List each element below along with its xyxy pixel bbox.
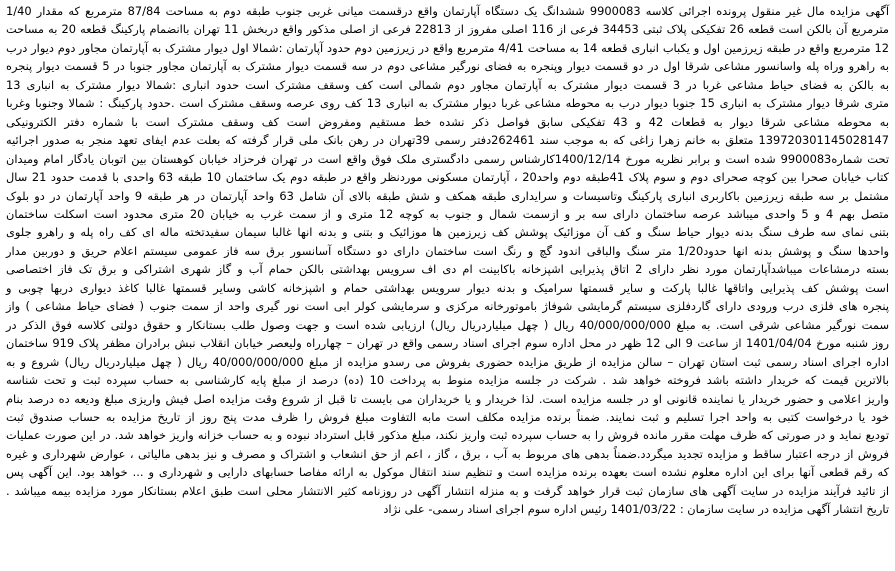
notice-line: تحت شماره9900083 شده است و برابر نظریه مورخ 1400/12/14کارشناس رسمی دادگستری ملک فوق واقع است در تهران فرحزاد خیابان کوهستان بین اتوبان یادگار امام ومیدان [6,151,889,166]
notice-line: از تائید فرآیند مزایده در سایت آگهی های سازمان ثبت قرار خواهد گرفت و به منزله انتشار آگهی در روزنامه کثیر الانتشار محلی است طبق اعلام بستانکار مورد مزایده بیمه میباشد . [6,483,889,498]
notice-line-footer: تاریخ انتشار آگهی مزایده در سایت سازمان : 1401/03/22 رئیس اداره سوم اجرای اسناد رسمی- علی نژاد [383,502,889,517]
notice-line: است پوشش کف پذیرایی واتاقها غالبا پارکت و سایر قسمتها سرامیک و بدنه دیوار سرویس بهداشتی حمام و اشپزخانه کاشی وسایر قسمتها غالبا کاغذ دیواری دربها چوبی و [6,280,889,295]
notice-line: فروش از درجه اعتبار ساقط و مزایده تجدید میگردد.ضمناً بدهی های مربوط به آب ، برق ، گاز ، اعم از حق انشعاب و اشتراک و مصرف و نیز بدهی مالیاتی ، عوارض شهرداری و غیره [6,446,889,461]
notice-line: متصل بهم 4 و 5 واحدی میباشد عرصه ساختمان دارای سه بر و ازسمت شمال و جنوب به کوچه 12 متری و از سمت غرب به خیابان 20 متری محدود است اسکلت ساختمان [6,206,889,221]
notice-line: متری شرقا دیوار مشترک به انباری 15 جنوبا دیوار درب به محوطه مشاعی غربا دیوار مشترک به انباری 13 کف روی عرصه وسقف مشترک است .حدود پارکینگ : شمالا وجنوبا وغربا [6,96,889,111]
notice-line: به محوطه مشاعی شرقا دیوار به قطعات 42 و 43 تفکیکی سابق فواصل ذکر نشده خط مستقیم ومفروض است کف وسقف مشترک است با شماره دفتر الکترونیکی [6,114,889,129]
notice-line: که رقم قطعی آنها برای این اداره معلوم نشده است بعهده برنده مزایده است و تنظیم سند انتقال موکول به ارائه مفاصا حسابهای دارایی و شهرداری و ... خواهد بود. این آگهی پس [6,465,889,480]
notice-line: به راهرو وراه پله واسانسور مشاعی شرقا اول در دو قسمت دیوار وپنجره به فضای نورگیر مشاعی دوم در سه قسمت دیوار مشترک به آپارتمان مجاور جنوبا در 5 قسمت دیوار پنجره [6,59,889,74]
notice-line: 12 مترمربع واقع در طبقه زیرزمین اول و یکباب انباری قطعه 14 به مساحت 4/41 مترمربع واقع در زیرزمین دوم حدود آپارتمان :شمالا اول دیوار مشترک به آپارتمان مجاور دوم دیوار درب [6,40,889,55]
notice-line: بتنی نمای سه طرف سنگ بدنه دیوار حیاط سنگ و کف آن موزائیک پوشش کف زیرزمین ها موزائیک و بتنی و بدنه انها غالبا سیمان سفیدتخته ماله ای کف راه پله و راهرو جلوی [6,225,889,240]
notice-line: به بالکن به فضای حیاط مشاعی غربا در 3 قسمت دیوار مشترک به آپارتمان مجاور دوم شمالی است کف وسقف مشترک است حدود انباری :شمالا دیوار مشترک به انباری 13 [6,77,889,92]
notice-line: روز شنبه مورخ 1401/04/04 از ساعت 9 الی 12 ظهر در محل اداره سوم اجرای اسناد رسمی واقع در تهران – چهارراه ولیعصر خیابان انقلاب نبش برادران مظفر پلاک 919 ساختمان [6,336,890,351]
notice-line: واحدها سنگ و پوشش بدنه انها حدود1/20 متر سنگ والباقی اندود گچ و رنگ است ساختمان دارای دو دستگاه آسانسور برق سه فاز عمومی سیستم اعلام حریق و دوربین مدار [6,243,889,258]
notice-line: پنجره های فلزی درب ورودی دارای گاردفلزی سیستم گرمایشی شوفاژ باموتورخانه مرکزی و سرمایشی کولر ابی است نور گیری واحد از سمت جنوب ( فضای حیاط مشاعی ) واز [6,299,889,314]
notice-line: سمت نورگیر مشاعی شرقی است. به مبلغ 40/000/000/000 ریال ( چهل میلیاردریال ریال) ارزیابی شده است و جهت وصول طلب بستانکار و حقوق دولتی کلاسه فوق الذکر در [6,317,889,332]
notice-line: تودیع نماید و در صورتی که ظرف مهلت مقرر مانده فروش را به حساب سپرده ثبت واریز نکند، مبلغ مذکور قابل استرداد نبوده و به حساب خزانه واریز خواهد شد. در این صورت عملیات [6,428,889,443]
notice-line: مترمربع آن بالکن است قطعه 26 تفکیکی پلاک ثبتی 34453 فرعی از 116 اصلی مفروز از 22813 فرعی از اصلی مذکور واقع دربخش 11 تهران باانضمام پارکینگ قطعه 20 به مساحت [6,22,889,37]
notice-line: واریز اعلامی و حضور خریدار یا نماینده قانونی او در جلسه مزایده است. لذا خریدار و یا خریداران می بایست تا قبل از شروع وقت مزایده اصل فیش واریزی مبلغ ودیعه ده درصد بنام [6,391,889,406]
notice-line: بسته درمشاعات میباشدآپارتمان مورد نظر دارای 2 اتاق پذیرایی اشپزخانه باکابینت ام دی اف سرویس بهداشتی بالکن حمام آب و گاز شهری اشتراکی و برق تک فاز اختصاصی [6,262,889,277]
notice-line: مشتمل بر سه طبقه زیرزمین باکاربری انباری پارکینگ وتاسیسات و سرایداری طبقه همکف و شش طبقه بالای آن شامل 63 واحد آپارتمان در هر طبقه 9 واحد آپارتمان در دو بلوک [6,188,889,203]
notice-line: خود یا درخواست کتبی به واحد اجرا تسلیم و ثبت نمایند. ضمناً برنده مزایده مکلف است مابه التفاوت مبلغ فروش را ظرف مدت پنج روز از تاریخ مزایده به حساب صندوق ثبت [6,409,889,424]
notice-line: 139720301145028147 متعلق به خانم زهرا زاغی که به موجب سند 262461دفتر رسمی 39تهران در رهن بانک ملی قرار گرفته که بعلت عدم ایفای تعهد منجر به صدور اجرائیه [6,133,889,148]
notice-line: بالاترین قیمت که خریدار داشته باشد فروخته خواهد شد . شرکت در جلسه مزایده منوط به پرداخت 10 (ده) درصد از مبلغ پایه کارشناسی به حساب سپرده ثبت و تحت شناسه [6,373,889,388]
notice-line: آگهی مزایده مال غیر منقول پرونده اجرائی کلاسه 9900083 ششدانگ یک دستگاه آپارتمان واقع درقسمت میانی غربی جنوب طبقه دوم به مساحت 87/84 مترمربع که مقدار 1/40 [6,4,890,18]
notice-line: اداره اجرای اسناد رسمی ثبت استان تهران – سالن مزایده از طریق مزایده حضوری بفروش می رسدو مزایده از مبلغ 40/000/000/000 ریال ( چهل میلیاردریال ریال) شروع و به [6,354,889,369]
notice-line: کتاب خیابان صحرا بین کوچه صحرای دوم و سوم پلاک 41طبقه دوم واحد20 ، آپارتمان مسکونی موردنظر واقع در طبقه دوم یک ساختمان 10 طبقه 63 واحدی با قدمت حدود 21 سال [6,170,889,185]
